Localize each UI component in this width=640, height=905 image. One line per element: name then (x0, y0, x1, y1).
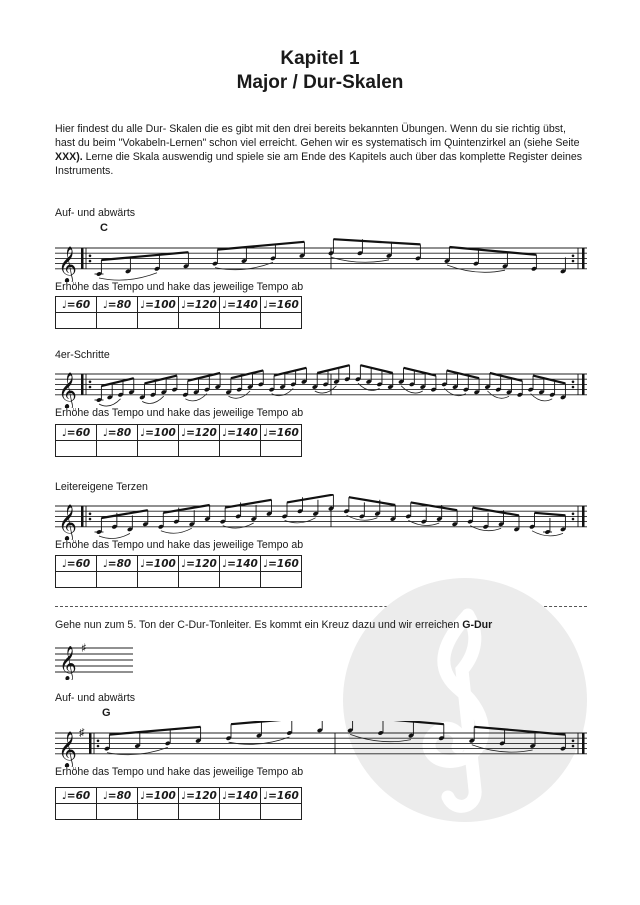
tempo-check-box[interactable] (179, 572, 220, 588)
svg-text:𝄞: 𝄞 (58, 244, 77, 282)
tempo-120: ♩=120 (179, 425, 220, 441)
tempo-60: ♩=60 (56, 556, 97, 572)
section-label-4: Auf- und abwärts (55, 692, 136, 704)
tempo-80: ♩=80 (97, 556, 138, 572)
tempo-100: ♩=100 (138, 425, 179, 441)
tempo-160: ♩=160 (261, 425, 302, 441)
music-staff-2 (55, 362, 587, 408)
tempo-check-box[interactable] (179, 441, 220, 457)
g-major-key-signature (55, 640, 135, 680)
intro-text-a: Hier findest du alle Dur- Skalen die es gibt mit den drei bereits bekannten Übungen. Wenn du sie richtig übst, hast du beim "Vokabeln-Lernen" schon viel erreicht. Gehen wir es systematisch im Quintenzirkel an (siehe Seite (55, 123, 580, 149)
chapter-title-1: Kapitel 1 (280, 48, 360, 69)
tempo-140: ♩=140 (220, 788, 261, 804)
svg-text:𝄞: 𝄞 (58, 370, 77, 408)
tempo-120: ♩=120 (179, 788, 220, 804)
tempo-60: ♩=60 (56, 297, 97, 313)
tempo-check-box[interactable] (56, 572, 97, 588)
tempo-60: ♩=60 (56, 425, 97, 441)
tempo-60: ♩=60 (56, 788, 97, 804)
svg-text:♯: ♯ (79, 727, 85, 739)
tempo-check-box[interactable] (138, 572, 179, 588)
tempo-160: ♩=160 (261, 788, 302, 804)
tempo-140: ♩=140 (220, 425, 261, 441)
g-major-intro (55, 619, 492, 632)
tempo-check-box[interactable] (97, 572, 138, 588)
tempo-140: ♩=140 (220, 297, 261, 313)
g-intro-key: G-Dur (462, 619, 493, 631)
tempo-check-box[interactable] (179, 313, 220, 329)
g-intro-text: Gehe nun zum 5. Ton der C-Dur-Tonleiter. Es kommt ein Kreuz dazu und wir erreichen (55, 619, 463, 631)
tempo-checklist-2 (55, 424, 302, 457)
chord-symbol-g: G (102, 707, 111, 719)
tempo-checklist-1 (55, 296, 302, 329)
tempo-check-box[interactable] (261, 313, 302, 329)
tempo-check-box[interactable] (261, 804, 302, 820)
tempo-check-box[interactable] (138, 313, 179, 329)
tempo-instruction-1: Erhöhe das Tempo und hake das jeweilige Tempo ab (55, 281, 304, 293)
tempo-140: ♩=140 (220, 556, 261, 572)
tempo-check-box[interactable] (220, 572, 261, 588)
tempo-check-box[interactable] (97, 441, 138, 457)
tempo-instruction-2: Erhöhe das Tempo und hake das jeweilige Tempo ab (55, 407, 304, 419)
tempo-120: ♩=120 (179, 297, 220, 313)
svg-text:♯: ♯ (81, 641, 87, 655)
tempo-160: ♩=160 (261, 556, 302, 572)
tempo-check-box[interactable] (138, 804, 179, 820)
tempo-160: ♩=160 (261, 297, 302, 313)
watermark-logo-icon (340, 575, 590, 825)
svg-text:𝄞: 𝄞 (58, 502, 77, 540)
svg-text:𝄞: 𝄞 (59, 646, 77, 680)
tempo-80: ♩=80 (97, 425, 138, 441)
tempo-100: ♩=100 (138, 297, 179, 313)
tempo-80: ♩=80 (97, 788, 138, 804)
tempo-check-box[interactable] (56, 804, 97, 820)
svg-text:𝄞: 𝄞 (58, 729, 77, 767)
tempo-check-box[interactable] (138, 441, 179, 457)
chapter-title-2: Major / Dur-Skalen (236, 72, 404, 93)
tempo-check-box[interactable] (220, 804, 261, 820)
section-label-1: Auf- und abwärts (55, 207, 136, 219)
tempo-check-box[interactable] (261, 572, 302, 588)
tempo-check-box[interactable] (97, 313, 138, 329)
tempo-100: ♩=100 (138, 788, 179, 804)
tempo-check-box[interactable] (179, 804, 220, 820)
tempo-instruction-4: Erhöhe das Tempo und hake das jeweilige Tempo ab (55, 766, 304, 778)
chord-symbol-c: C (100, 222, 108, 234)
tempo-check-box[interactable] (97, 804, 138, 820)
intro-paragraph (55, 122, 585, 178)
music-staff-4 (55, 721, 587, 767)
tempo-instruction-3: Erhöhe das Tempo und hake das jeweilige Tempo ab (55, 539, 304, 551)
tempo-check-box[interactable] (56, 313, 97, 329)
tempo-check-box[interactable] (220, 441, 261, 457)
intro-page-ref: XXX). (55, 151, 83, 163)
tempo-checklist-4 (55, 787, 302, 820)
music-staff-3 (55, 494, 587, 540)
tempo-120: ♩=120 (179, 556, 220, 572)
tempo-check-box[interactable] (220, 313, 261, 329)
tempo-check-box[interactable] (56, 441, 97, 457)
tempo-checklist-3 (55, 555, 302, 588)
tempo-80: ♩=80 (97, 297, 138, 313)
tempo-check-box[interactable] (261, 441, 302, 457)
tempo-100: ♩=100 (138, 556, 179, 572)
intro-text-b: Lerne die Skala auswendig und spiele sie am Ende des Kapitels auch über das komplette Register deines Instruments. (55, 151, 583, 177)
music-staff-1 (55, 236, 587, 282)
section-label-2: 4er-Schritte (55, 349, 110, 361)
section-label-3: Leitereigene Terzen (55, 481, 148, 493)
